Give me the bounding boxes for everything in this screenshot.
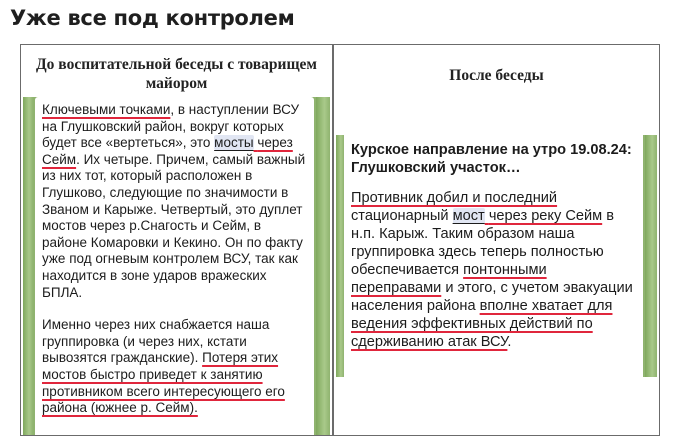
text-span: . [507,334,512,350]
underlined-text: понтонными переправами [351,262,547,296]
underlined-text: Потеря этих мостов быстро приведет к занятию противником всего интересующего его района (южнее р. Сейм). [42,350,285,416]
right-panel [333,44,660,436]
left-panel [20,44,333,436]
text-span: , в наступлении ВСУ на Глушковский район, вокруг которых будет все «вертеться», это [42,102,300,151]
left-chat-area [23,97,330,435]
highlighted-text: мосты [214,135,254,151]
underlined-text: Противник добил и последний [351,190,558,206]
page-title: Уже все под контролем [10,6,295,30]
underlined-text: вполне хватает для ведения эффективных действий по сдерживанию атак ВСУ [351,298,613,350]
underlined-text: Ключевыми точками [42,102,171,117]
right-green-stripe [645,135,657,377]
right-paragraph [351,189,637,351]
text-span: Именно через них снабжается наша группировка (и через них, кстати вывозятся гражданские). [42,317,270,366]
left-green-stripe [336,135,344,377]
right-chat-area [336,135,657,377]
left-paragraph-1 [42,102,308,301]
right-panel-heading: После беседы [449,67,544,84]
left-green-stripe [23,97,33,435]
left-paragraph-2 [42,317,308,417]
highlighted-text: мост [452,208,485,224]
text-span: . Их четыре. Причем, самый важный из них тот, который расположен в Глушково, следующие по значимости в Званом и Карыже. Четвертый, это дуплет мостов через р.Снагость и Сейм, в районе Комаровки и Кекино. Он по факту уже под огневым контролем ВСУ, так как находится в зоне ударов вражеских БПЛА. [42,151,306,300]
left-message-bubble [35,97,314,435]
underlined-text: через Сейм [42,135,293,167]
text-span: стационарный [351,208,453,224]
text-span: и этого, с учетом эвакуации населения района [351,280,633,314]
underlined-text: через реку Сейм [488,208,603,224]
text-span: в н.п. Карыж. Таким образом наша группировка здесь теперь полностью обеспечивается [351,208,614,278]
right-green-stripe [316,97,330,435]
left-panel-heading: До воспитательной беседы с товарищем майором [36,56,317,92]
right-message-bubble [344,135,643,377]
message-header-line: Курское направление на утро 19.08.24: Глушковский участок… [351,142,632,176]
